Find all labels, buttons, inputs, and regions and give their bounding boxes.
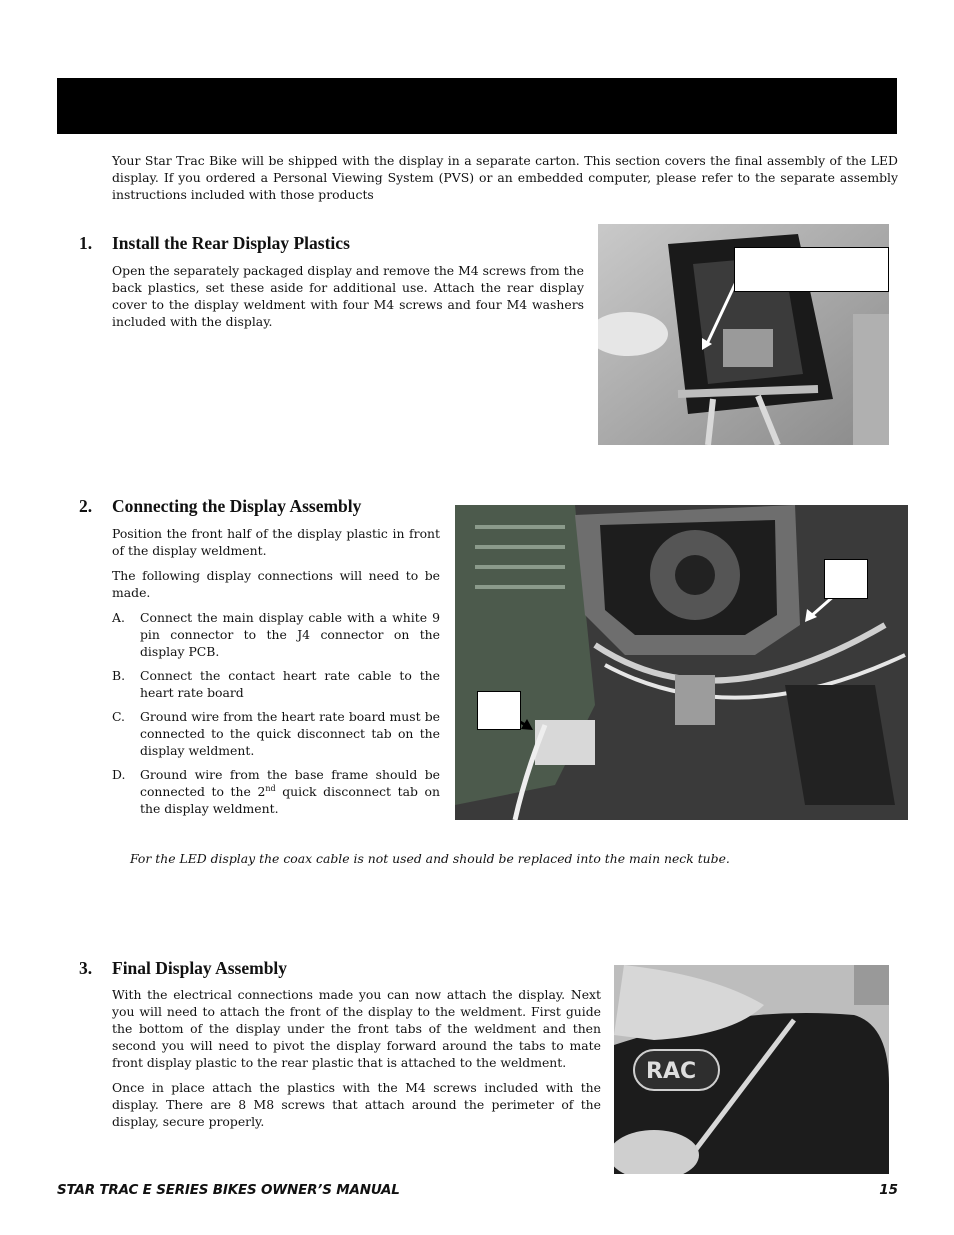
connection-item-letter: A. (112, 610, 125, 625)
callout-box-top-right (824, 559, 868, 599)
section-1-number: 1. (79, 233, 93, 253)
connection-item-text: Connect the main display cable with a white 9 pin connector to the J4 connector on the display PCB. (140, 610, 440, 659)
photo-final-assembly-illustration (614, 965, 889, 1174)
section-2-number: 2. (79, 496, 93, 516)
callout-box-screws (734, 247, 889, 292)
section-3-paragraph-1: With the electrical connections made you can now attach the display. Next you will need to attach the front of the display to the weldment. First guide the bottom of the display under the front tabs of the weldment and then second you will need to pivot the display forward around the tabs to mate front display plastic to the rear plastic that is attached to the weldment. (112, 987, 601, 1070)
header-bar (57, 78, 897, 134)
connection-item-text-pre: Ground wire from the base frame should be connected to the 2 (140, 767, 440, 799)
coax-cable-note: For the LED display the coax cable is not used and should be replaced into the main neck tube. (130, 851, 730, 866)
section-2-paragraph-1: Position the front half of the display plastic in front of the display weldment. (112, 526, 440, 558)
section-1-body (112, 262, 584, 338)
section-2-title: Connecting the Display Assembly (112, 496, 362, 516)
connection-item-text-post: quick disconnect tab on the display weldment. (140, 784, 440, 816)
ordinal-suffix: nd (265, 783, 276, 793)
photo-display-connections (455, 505, 908, 820)
section-1-heading (79, 233, 350, 254)
section-3-heading (79, 958, 287, 979)
section-3-paragraph-2: Once in place attach the plastics with the M4 screws included with the display. There are 8 M8 screws that attach around the perimeter of the display, secure properly. (112, 1080, 601, 1129)
section-2-heading (79, 496, 361, 517)
connection-item-d (112, 766, 440, 817)
photo-display-connections-illustration (455, 505, 908, 820)
connection-item-b (112, 667, 440, 701)
section-3-title: Final Display Assembly (112, 958, 288, 978)
section-2-body (112, 525, 440, 824)
connection-item-letter: B. (112, 668, 126, 683)
connection-item-c (112, 708, 440, 759)
connection-item-letter: C. (112, 709, 125, 724)
connection-item-letter: D. (112, 767, 126, 782)
connection-item-a (112, 609, 440, 660)
connection-item-text: Ground wire from the heart rate board must be connected to the quick disconnect tab on the display weldment. (140, 709, 440, 758)
callout-box-bottom-left (477, 691, 521, 730)
connection-item-text (140, 766, 440, 817)
connection-item-text: Connect the contact heart rate cable to the heart rate board (140, 668, 440, 700)
photo-final-assembly (614, 965, 889, 1174)
section-3-body (112, 986, 601, 1138)
logo-fragment-text: RAC (646, 1059, 697, 1084)
section-3-number: 3. (79, 958, 93, 978)
footer-page-number: 15 (879, 1182, 898, 1198)
intro-paragraph: Your Star Trac Bike will be shipped with the display in a separate carton. This section covers the final assembly of the LED display. If you ordered a Personal Viewing System (PVS) or an embedded computer, please refer to the separate assembly instructions included with those products (112, 153, 898, 202)
section-1-text: Open the separately packaged display and remove the M4 screws from the back plastics, set these aside for additional use. Attach the rear display cover to the display weldment with four M4 screws and four M4 washers included with the display. (112, 263, 584, 329)
section-1-title: Install the Rear Display Plastics (112, 233, 350, 253)
photo-rear-display-plastics (598, 224, 889, 445)
section-2-paragraph-2: The following display connections will need to be made. (112, 568, 440, 600)
footer-manual-title: STAR TRAC E SERIES BIKES OWNER’S MANUAL (57, 1182, 400, 1198)
